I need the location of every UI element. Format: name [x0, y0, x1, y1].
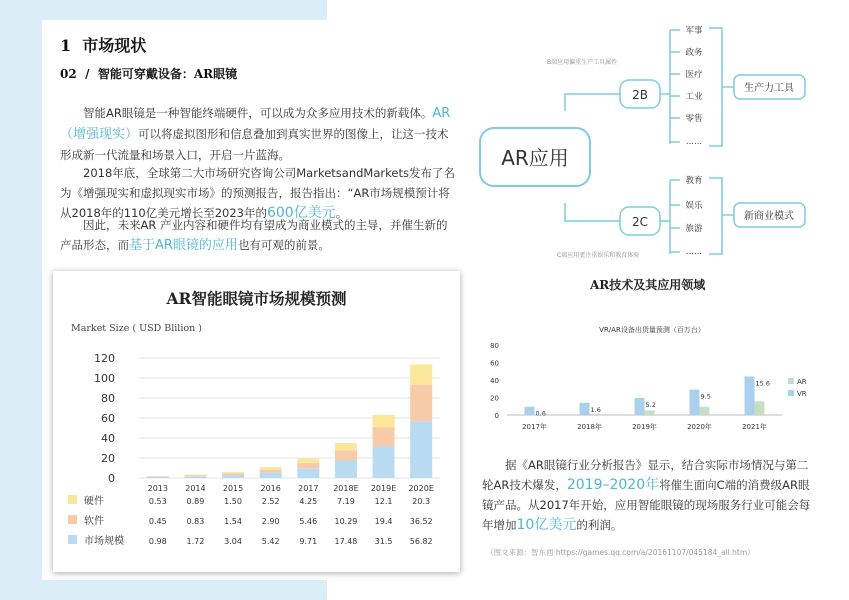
market-table-value: 9.71: [299, 537, 318, 546]
vr-data-label: 9.5: [700, 392, 711, 401]
market-table-value: 19.4: [374, 517, 393, 526]
market-table-value: 0.83: [186, 517, 205, 526]
market-bar-segment: [222, 472, 244, 474]
closing-text-c: 的利润。: [576, 518, 623, 532]
intro-p2-highlight: 600亿美元: [266, 205, 336, 221]
vr-xtick-label: 2019年: [632, 423, 657, 431]
vr-ytick-label: 60: [490, 359, 499, 368]
connector-2b-leaves: [660, 30, 680, 144]
subsection-title-text: 智能可穿戴设备：AR眼镜: [97, 67, 238, 81]
market-table-value: 5.42: [261, 537, 280, 546]
market-table-value: 3.04: [224, 537, 242, 546]
market-chart-svg: [53, 271, 460, 572]
market-size-chart-card: [53, 271, 460, 572]
subsection-number: 02: [60, 67, 77, 81]
intro-paragraph-2: [60, 163, 455, 223]
vr-xtick-label: 2017年: [522, 423, 547, 431]
vr-ytick-label: 0: [494, 412, 499, 420]
leaf-2c-education: 教育: [685, 176, 703, 186]
vr-legend-swatch: [788, 378, 794, 384]
vr-ytick-label: 80: [490, 342, 499, 350]
market-legend-swatch: [68, 535, 77, 544]
market-table-value: 20.3: [412, 497, 431, 506]
market-table-value: 1.54: [224, 517, 242, 526]
market-ytick-label: 120: [94, 352, 115, 365]
market-bar-segment: [373, 427, 395, 446]
market-legend-swatch: [68, 515, 77, 524]
market-bar-segment: [147, 476, 169, 477]
section-title-text: 市场现状: [82, 36, 147, 55]
section-title: [60, 33, 146, 56]
market-xtick-label: 2015: [222, 484, 244, 493]
market-ytick-label: 0: [108, 472, 115, 485]
market-bar-segment: [297, 459, 319, 463]
node-2b-label: 2B: [632, 88, 648, 102]
source-end: ）: [747, 548, 755, 557]
market-table-value: 0.45: [148, 517, 167, 526]
connector-center-2b: [565, 94, 620, 111]
diagram-caption: AR技术及其应用领域: [590, 278, 706, 292]
leaf-2b-medical: 医疗: [685, 70, 703, 80]
intro-p3-text-b: 也有可观的前景。: [237, 238, 330, 252]
connector-2c-leaves: [660, 180, 680, 254]
market-table-value: 5.46: [299, 517, 318, 526]
subsection-separator: /: [85, 67, 90, 81]
source-label: （图文来源：智东西: [486, 548, 554, 557]
vr-legend-swatch: [788, 390, 794, 396]
vr-data-label: 15.6: [755, 379, 770, 388]
market-chart-ylabel: Market Size ( USD Blilion ): [71, 323, 202, 334]
market-bar-segment: [410, 385, 432, 422]
leaf-2c-more: ......: [685, 247, 703, 257]
closing-highlight-years: 2019–2020年: [566, 477, 660, 493]
market-bar-segment: [222, 473, 244, 475]
vr-chart-title: VR/AR设备出货量预测（百万台）: [599, 326, 705, 334]
market-bar-segment: [222, 475, 244, 478]
market-ytick-label: 40: [101, 432, 115, 445]
vr-bar-vr: [690, 390, 700, 415]
vr-bar-vr: [635, 398, 645, 415]
image-source: [486, 547, 755, 558]
market-bar-segment: [260, 470, 282, 473]
vr-bar-vr: [525, 407, 535, 415]
market-table-value: 7.19: [337, 497, 355, 506]
market-ytick-label: 20: [101, 452, 115, 465]
closing-text-b: 将催生面向C端的消费级AR眼镜产品。从2017年开始，应用智能眼镜的现场服务行业可能会每年增加: [482, 478, 811, 532]
ar-application-diagram: [470, 14, 840, 269]
market-table-value: 17.48: [334, 537, 358, 546]
intro-paragraph-3: [60, 215, 455, 256]
note-2c: C端应用更注重娱乐和教育体验: [557, 252, 640, 259]
note-2b: B端应用偏重生产工具属性: [547, 59, 618, 66]
bracket-2c: [709, 178, 734, 254]
vr-xtick-label: 2021年: [742, 423, 767, 431]
market-bar-segment: [373, 447, 395, 479]
intro-p1-text-b: 可以将虚拟图形和信息叠加到真实世界的图像上，让这一技术形成新一代流量和场景入口，开启一片蓝海。: [60, 127, 449, 162]
market-table-value: 0.53: [148, 497, 167, 506]
market-table-value: 31.5: [374, 537, 393, 546]
leaf-2b-military: 军事: [685, 26, 703, 36]
result-2c-label: 新商业模式: [744, 211, 794, 222]
market-xtick-label: 2019E: [370, 484, 397, 493]
market-table-value: 12.1: [374, 497, 393, 506]
result-2b-label: 生产力工具: [744, 83, 794, 94]
market-bar-segment: [184, 476, 206, 478]
intro-p1-highlight: AR（增强现实）: [60, 106, 451, 142]
market-bar-segment: [184, 475, 206, 476]
market-table-value: 0.89: [186, 497, 205, 506]
vr-legend-label: VR: [797, 390, 807, 398]
vr-ytick-label: 40: [490, 377, 499, 385]
vr-bar-ar: [590, 414, 600, 415]
vr-data-label: 1.6: [590, 405, 601, 414]
bracket-2b: [709, 28, 734, 146]
market-table-value: 2.90: [261, 517, 280, 526]
market-xtick-label: 2016: [260, 484, 281, 493]
vr-data-label: 0.6: [535, 409, 546, 418]
market-table-value: 2.52: [261, 497, 280, 506]
market-xtick-label: 2014: [185, 484, 206, 493]
closing-text-a: 据《AR眼镜行业分析报告》显示，结合实际市场情况与第二轮AR技术爆发，: [482, 458, 809, 492]
market-bar-segment: [147, 477, 169, 478]
vr-bar-ar: [645, 410, 655, 415]
market-table-value: 0.98: [148, 537, 167, 546]
vr-xtick-label: 2020年: [687, 423, 712, 431]
market-bar-segment: [260, 467, 282, 470]
vr-data-label: 5.2: [645, 400, 656, 409]
vr-xtick-label: 2018年: [577, 423, 602, 431]
vr-ar-shipment-chart: [482, 320, 822, 440]
market-table-value: 4.25: [299, 497, 318, 506]
market-table-value: 1.50: [224, 497, 242, 506]
leaf-2b-government: 政务: [685, 48, 703, 58]
market-bar-segment: [410, 421, 432, 478]
market-bar-segment: [335, 461, 357, 478]
market-ytick-label: 100: [94, 372, 115, 385]
market-legend-label: 市场规模: [84, 536, 124, 547]
market-xtick-label: 2020E: [408, 484, 434, 493]
subsection-title: [60, 65, 237, 82]
market-bar-segment: [297, 463, 319, 468]
market-chart-title: AR智能眼镜市场规模预测: [166, 289, 347, 308]
leaf-2c-entertainment: 娱乐: [685, 201, 703, 211]
vr-ytick-label: 20: [490, 394, 499, 403]
market-xtick-label: 2017: [298, 484, 319, 493]
market-legend-swatch: [68, 495, 77, 504]
vr-legend-label: AR: [797, 378, 807, 386]
vr-bar-vr: [580, 403, 590, 415]
market-table-value: 36.52: [409, 517, 433, 526]
market-table-value: 10.29: [334, 517, 358, 526]
market-bar-segment: [335, 450, 357, 460]
vr-bar-vr: [745, 377, 755, 416]
center-node-label: AR应用: [501, 146, 569, 170]
market-legend-label: 软件: [84, 516, 104, 527]
leaf-2b-industry: 工业: [685, 92, 703, 102]
intro-p1-text-a: 智能AR眼镜是一种智能终端硬件，可以成为众多应用技术的新载体。: [83, 106, 433, 120]
node-2c-label: 2C: [631, 215, 649, 229]
closing-paragraph: [482, 455, 812, 535]
leaf-2b-retail: 零售: [685, 114, 703, 124]
intro-p2-text-b: 。: [335, 206, 348, 220]
market-table-value: 1.72: [186, 537, 205, 546]
market-bar-segment: [297, 468, 319, 478]
vr-bar-ar: [700, 407, 710, 415]
intro-paragraph-1: [60, 103, 455, 165]
intro-p3-text-a: 因此，未来AR 产业内容和硬件均有望成为商业模式的主导，并催生新的产品形态，而: [60, 218, 448, 252]
market-bar-segment: [410, 364, 432, 384]
market-ytick-label: 60: [101, 412, 115, 425]
intro-p2-text-a: 2018年底，全球第二大市场研究咨询公司MarketsandMarkets发布了名为《增强现实和虚拟现实市场》的预测报告，报告指出：“AR市场规模预计将从2018年的110亿美元增长至2023年的: [60, 166, 455, 220]
section-number: 1: [60, 36, 72, 55]
leaf-2c-tourism: 旅游: [685, 224, 703, 234]
intro-p3-highlight: 基于AR眼镜的应用: [129, 238, 238, 253]
market-bar-segment: [373, 415, 395, 427]
connector-center-2c: [565, 203, 620, 221]
market-ytick-label: 80: [101, 392, 115, 405]
market-bar-segment: [184, 475, 206, 476]
vr-bar-ar: [755, 401, 765, 415]
closing-highlight-profit: 10亿美元: [516, 517, 577, 533]
leaf-2b-more: ......: [685, 137, 703, 147]
market-xtick-label: 2013: [147, 484, 168, 493]
market-table-value: 56.82: [409, 537, 433, 546]
market-bar-segment: [335, 443, 357, 450]
market-bar-segment: [260, 473, 282, 478]
market-xtick-label: 2018E: [333, 484, 359, 493]
source-url[interactable]: https://games.qq.com/a/20161107/045184_all.htm: [555, 548, 748, 557]
market-legend-label: 硬件: [84, 496, 104, 507]
